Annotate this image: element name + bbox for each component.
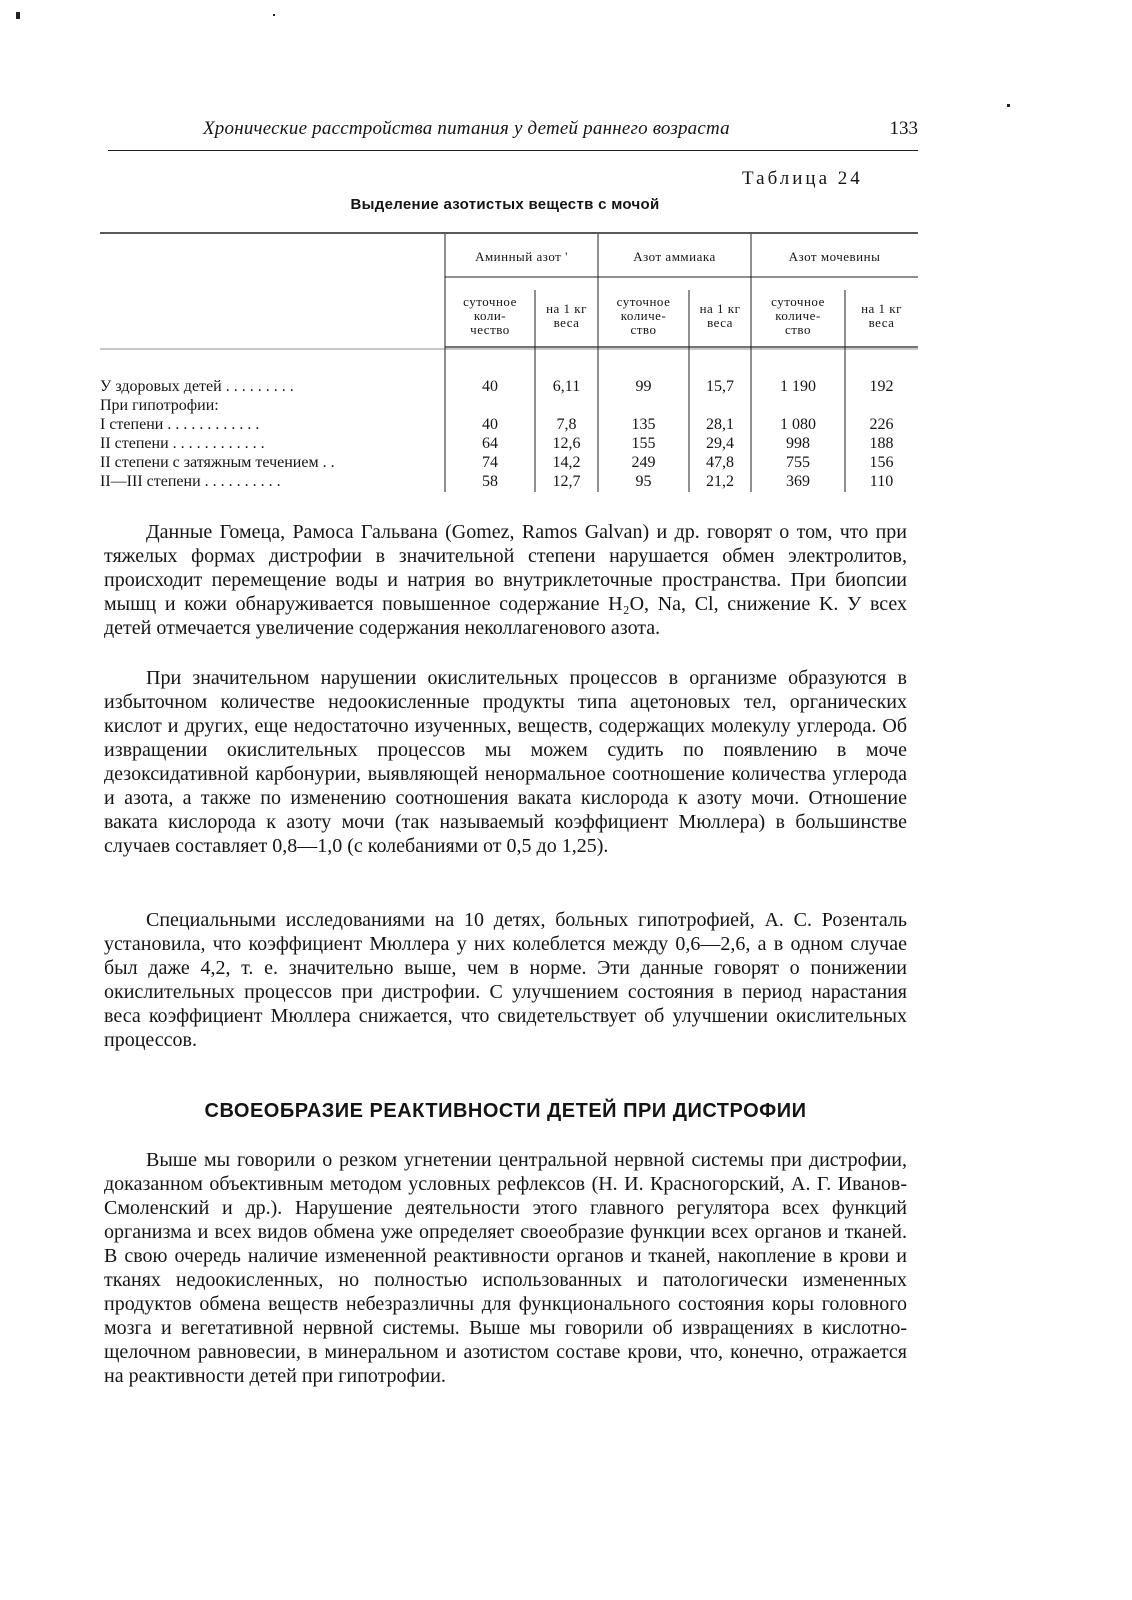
cell-value: 188: [869, 435, 894, 452]
running-title: Хронические расстройства питания у детей раннего возраста: [203, 118, 730, 139]
cell-value: 29,4: [706, 435, 734, 452]
cell-value: 21,2: [706, 473, 734, 490]
row-label: II—III степени . . . . . . . . . .: [100, 473, 281, 490]
subheader-per-kg: на 1 кг веса: [861, 301, 902, 330]
running-header: [108, 118, 918, 151]
cell-value: 14,2: [552, 454, 581, 471]
section-heading: СВОЕОБРАЗИЕ РЕАКТИВНОСТИ ДЕТЕЙ ПРИ ДИСТРОФИИ: [204, 1100, 807, 1122]
table-label: Таблица 24: [742, 168, 863, 189]
cell-value: 1 190: [780, 378, 816, 395]
group-header-urea-nitrogen: Азот мочевины: [788, 249, 881, 264]
row-label: I степени . . . . . . . . . . . .: [100, 416, 260, 433]
cell-value: 95: [635, 473, 652, 490]
cell-value: 64: [482, 435, 498, 452]
scan-speck: [273, 14, 275, 16]
cell-value: 135: [631, 416, 656, 433]
cell-value: 74: [482, 454, 498, 471]
cell-value: 155: [631, 435, 656, 452]
row-label: У здоровых детей . . . . . . . . .: [100, 378, 294, 395]
paragraph: Выше мы говорили о резком угнетении центральной нервной системы при дистрофии, доказанном объективным методом условных рефлексов (Н. И. Красногорский, А. Г. Иванов-Смоленский и др.). Нарушение деятельности этого главного регулятора всех функций организма и всех видов обмена уже определяет своеобразие функции всех органов и тканей. В свою очередь наличие измененной реактивности органов и тканей, накопление в крови и тканях недоокисленных, но полностью использованных и патологически измененных продуктов обмена веществ небезразличны для функционального состояния коры головного мозга и вегетативной нервной системы. Выше мы говорили об извращениях в кислотно-щелочном равновесии, в минеральном и азотистом составе крови, что, конечно, отражается на реактивности детей при гипотрофии.: [104, 1149, 907, 1387]
scan-speck: [16, 12, 20, 19]
subheader-daily-amount: суточное количе- ство: [771, 294, 825, 337]
cell-value: 12,7: [552, 473, 581, 490]
cell-value: 40: [482, 416, 498, 433]
cell-value: 47,8: [706, 454, 734, 471]
cell-value: 755: [786, 454, 810, 471]
row-label: II степени . . . . . . . . . . . .: [100, 435, 265, 452]
cell-value: 58: [482, 473, 498, 490]
cell-value: 156: [869, 454, 894, 471]
cell-value: 40: [482, 378, 498, 395]
cell-value: 7,8: [556, 416, 577, 433]
cell-value: 99: [635, 378, 652, 395]
subheader-daily-amount: суточное количе- ство: [616, 294, 671, 337]
scan-speck: [1007, 104, 1010, 107]
cell-value: 12,6: [552, 435, 581, 452]
group-header-ammonia-nitrogen: Азот аммиака: [633, 249, 716, 264]
paragraph: Специальными исследованиями на 10 детях, больных гипотрофией, А. С. Розенталь установила, что коэффициент Мюллера у них колеблется между 0,6—2,6, а в одном случае был даже 4,2, т. е. значительно выше, чем в норме. Эти данные говорят о понижении окислительных процессов при дистрофии. С улучшением состояния в период нарастания веса коэффициент Мюллера снижается, что свидетельствует об улучшении окислительных процессов.: [104, 909, 907, 1051]
cell-value: 28,1: [706, 416, 734, 433]
paragraph: Данные Гомеца, Рамоса Гальвана (Gomez, Ramos Galvan) и др. говорят о том, что при тяжелых формах дистрофии в значительной степени нарушается обмен электролитов, происходит перемещение воды и натрия во внутриклеточные пространства. При биопсии мышц и кожи обнаруживается повышенное содержание H₂O, Na, Cl, снижение K. У всех детей отмечается увеличение содержания неколлагенового азота.: [104, 521, 907, 639]
subheader-daily-amount: суточное коли- чество: [463, 294, 517, 337]
table-title: Выделение азотистых веществ с мочой: [350, 196, 660, 213]
row-group-label: При гипотрофии:: [100, 397, 219, 414]
row-label: II степени с затяжным течением . .: [100, 454, 335, 471]
cell-value: 192: [869, 378, 894, 395]
cell-value: 110: [869, 473, 894, 490]
cell-value: 998: [786, 435, 810, 452]
cell-value: 6,11: [552, 378, 581, 395]
cell-value: 1 080: [780, 416, 816, 433]
subheader-per-kg: на 1 кг веса: [546, 301, 587, 330]
cell-value: 15,7: [706, 378, 734, 395]
cell-value: 249: [631, 454, 656, 471]
cell-value: 369: [786, 473, 810, 490]
subheader-per-kg: на 1 кг веса: [699, 301, 741, 330]
cell-value: 226: [869, 416, 894, 433]
paragraph: При значительном нарушении окислительных процессов в организме образуются в избыточном количестве недоокисленные продукты типа ацетоновых тел, органических кислот и других, еще недостаточно изученных, веществ, содержащих молекулу углерода. Об извращении окислительных процессов мы можем судить по появлению в моче дезоксидативной карбонурии, выявляющей ненормальное соотношение количества углерода и азота, а также по изменению соотношения ваката кислорода к азоту мочи. Отношение ваката кислорода к азоту мочи (так называемый коэффициент Мюллера) в большинстве случаев составляет 0,8—1,0 (с колебаниями от 0,5 до 1,25).: [104, 667, 907, 857]
page-number: 133: [889, 118, 918, 139]
group-header-amine-nitrogen: Аминный азот ': [475, 249, 568, 264]
